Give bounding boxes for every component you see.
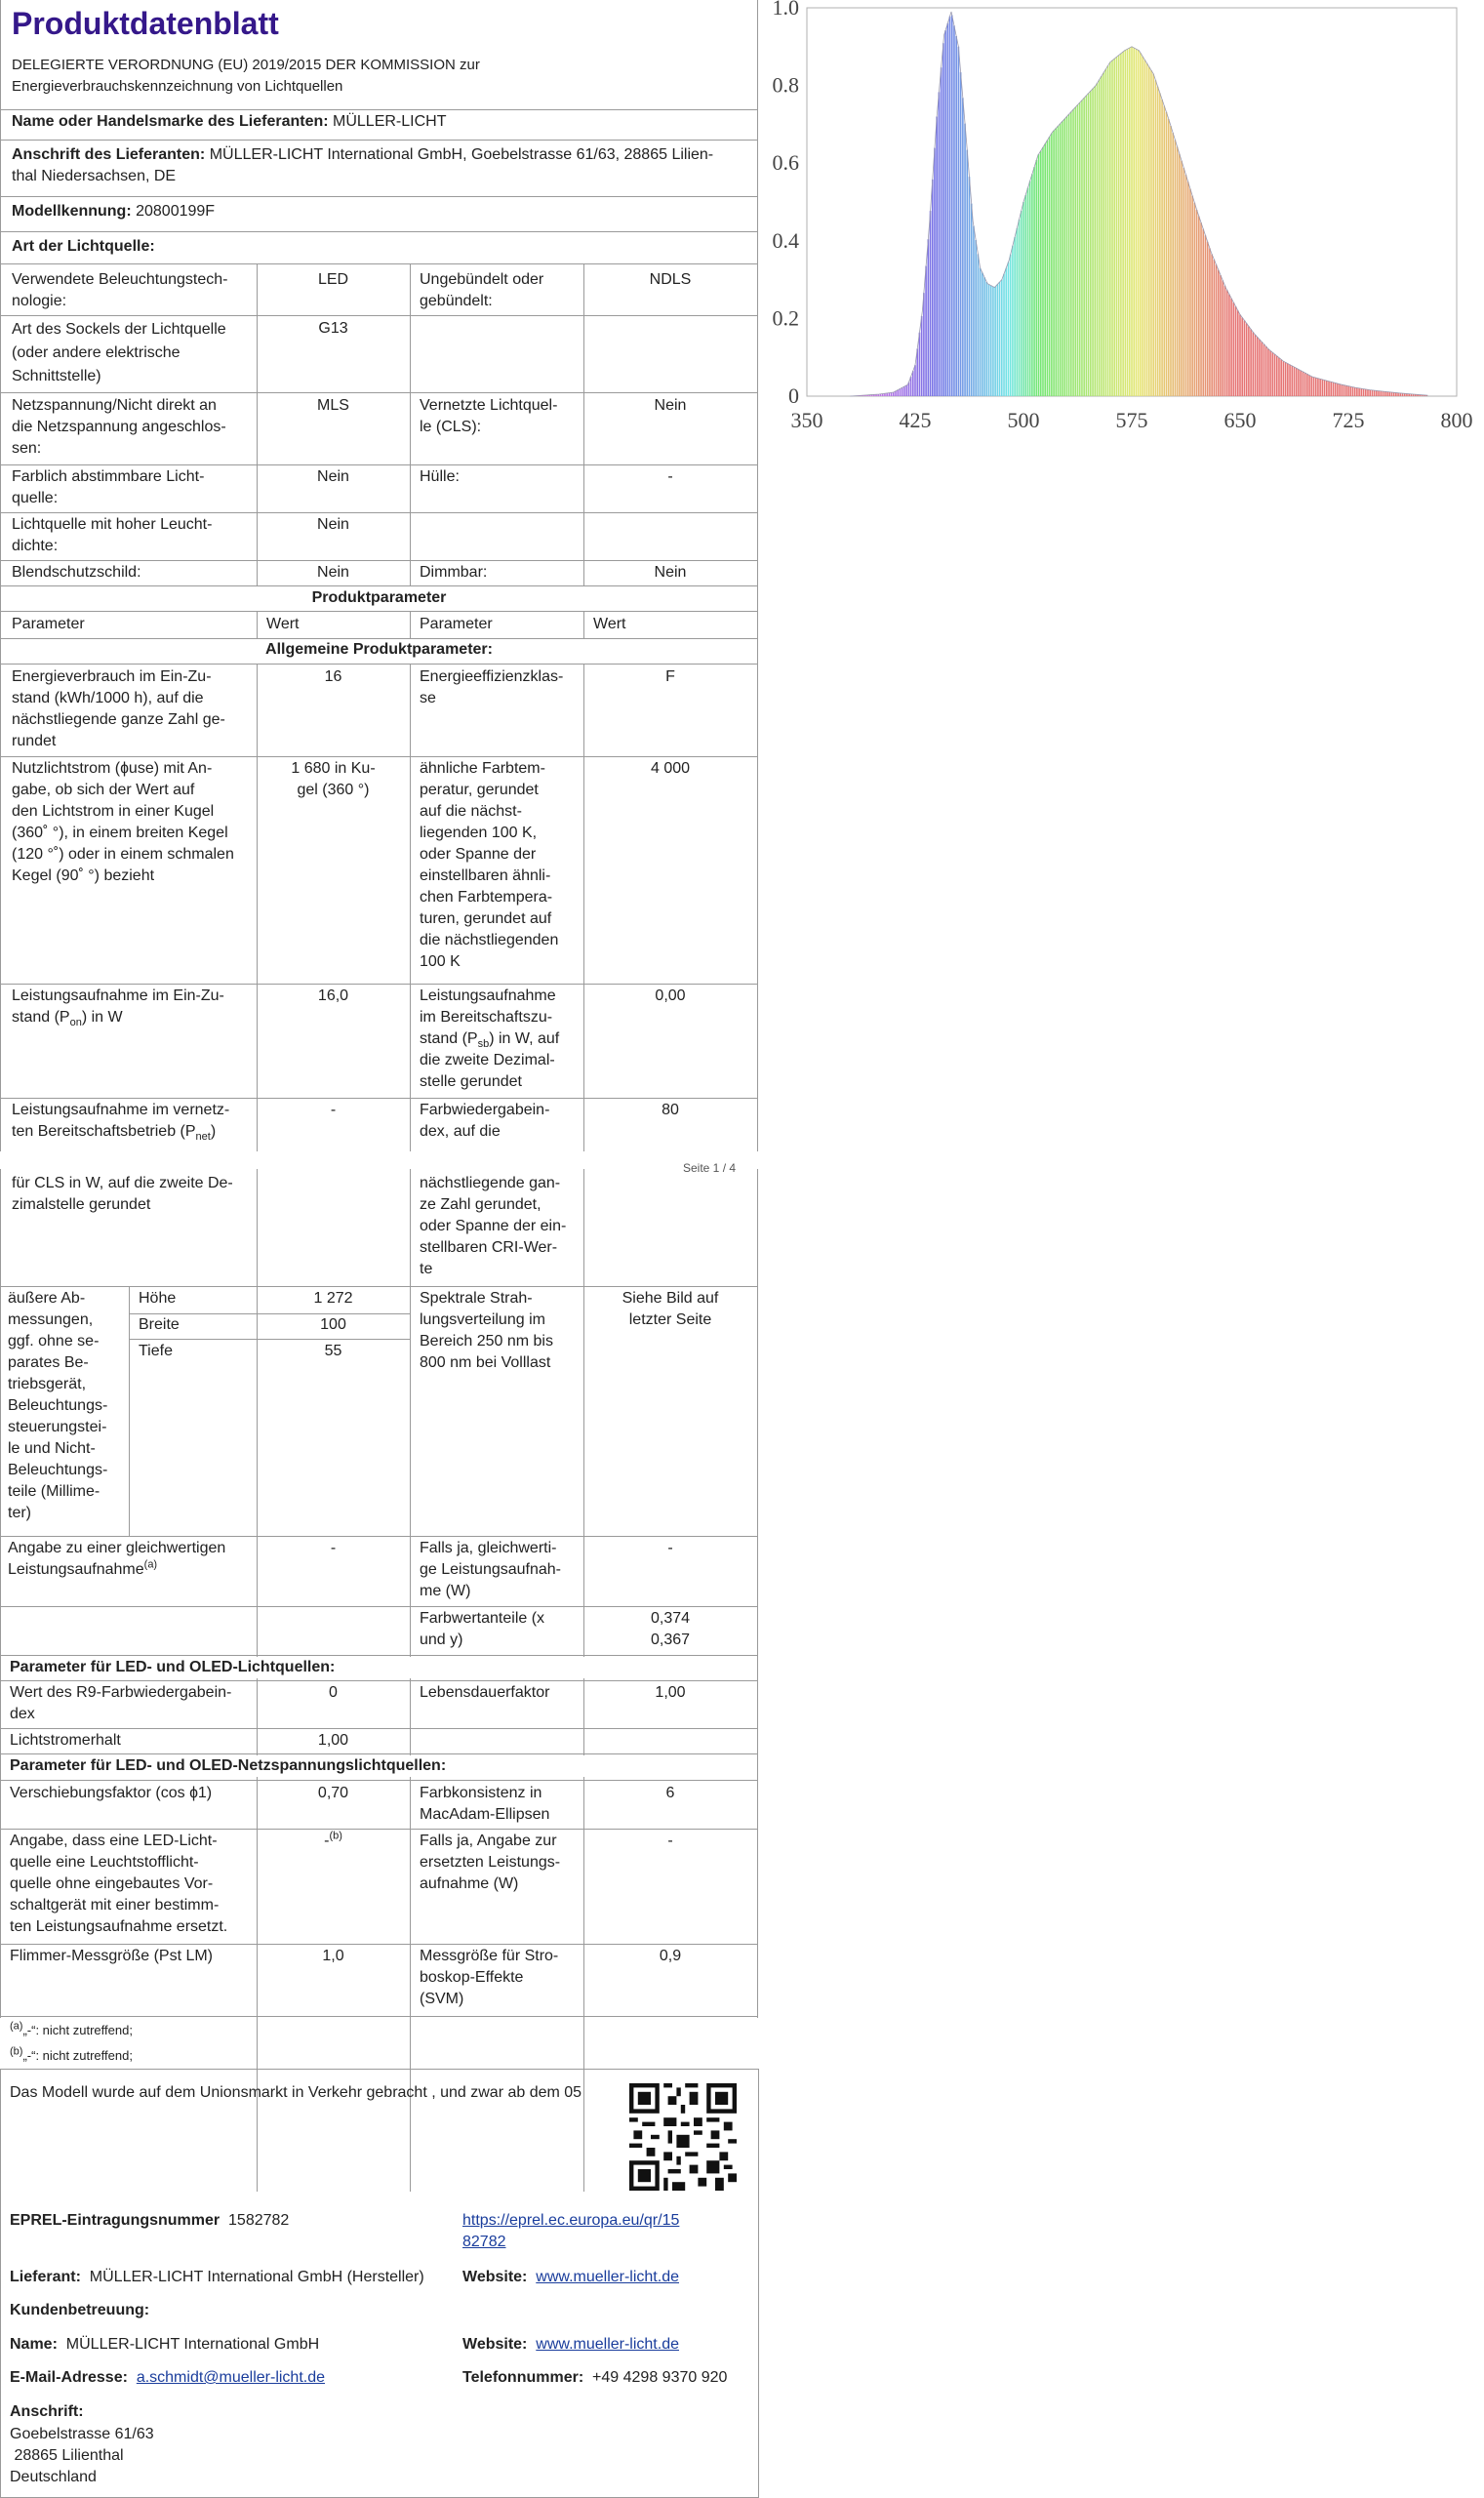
equiv-value: - <box>330 1540 337 1556</box>
customer-name: Name: MÜLLER-LICHT International GmbH <box>10 2336 320 2353</box>
chroma-label: Farbwertanteile (x und y) <box>420 1610 545 1648</box>
dimmable-label: Dimmbar: <box>420 564 488 581</box>
mains-params-heading: Parameter für LED- und OLED-Netzspannungslichtquellen: <box>10 1755 751 1777</box>
x-tick-label: 425 <box>899 408 932 429</box>
customer-service-heading: Kundenbetreuung: <box>10 2302 150 2318</box>
dims-height-value: 1 272 <box>313 1290 353 1307</box>
r9-value: 0 <box>329 1684 338 1701</box>
page-title: Produktdatenblatt <box>12 6 279 41</box>
bundle-value: NDLS <box>649 271 692 288</box>
customer-address: Goebelstrasse 61/63 28865 Lilienthal Deutschland <box>10 2426 154 2485</box>
socket-value: G13 <box>318 320 348 337</box>
cos-label: Verschiebungsfaktor (cos ɸ1) <box>10 1785 213 1801</box>
chart-area <box>850 12 1427 396</box>
flicker-value: 1,0 <box>322 1948 344 1964</box>
chroma-value: 0,374 0,367 <box>650 1610 691 1648</box>
spectral-distribution-chart <box>761 0 1484 429</box>
customer-email: E-Mail-Adresse: a.schmidt@mueller-licht.de <box>10 2369 326 2386</box>
y-tick-label: 0.2 <box>772 305 799 331</box>
tech-label: Verwendete Beleuchtungstech- nologie: <box>12 271 228 309</box>
cct-label: ähnliche Farbtem- peratur, gerundet auf die nächst- liegenden 100 K, oder Spanne der einstellbaren ähnli- chen Farbtempera- turen, gerundet auf die nächstliegenden 100 K <box>420 760 559 970</box>
macadam-value: 6 <box>665 1785 675 1801</box>
cri-label: Farbwiedergabein- dex, auf die <box>420 1102 550 1140</box>
svm-label: Messgröße für Stro- boskop-Effekte (SVM) <box>420 1948 559 2007</box>
cct-value: 4 000 <box>650 760 691 777</box>
market-text: Das Modell wurde auf dem Unionsmarkt in Verkehr gebracht , und zwar ab dem 05 <box>10 2084 582 2101</box>
r9-label: Wert des R9-Farbwiedergabein- dex <box>10 1684 232 1722</box>
supplier-name: Name oder Handelsmarke des Lieferanten: MÜLLER-LICHT <box>12 113 447 130</box>
general-params-heading: Allgemeine Produktparameter: <box>265 641 493 658</box>
cos-value: 0,70 <box>317 1785 349 1801</box>
pnet-label: Leistungsaufnahme im vernetz- ten Bereitschaftsbetrieb $(P_{net})$ <box>12 1102 230 1144</box>
highlum-value: Nein <box>317 516 349 533</box>
supplier-address: Anschrift des Lieferanten: MÜLLER-LICHT International GmbH, Goebelstrasse 61/63, 28865 Lilien- thal Niedersachsen, DE <box>12 146 714 184</box>
life-value: 1,00 <box>655 1684 686 1701</box>
footnote-a: $^{(a)}$„-“: nicht zutreffend; <box>10 2020 133 2037</box>
glare-label: Blendschutzschild: <box>12 564 141 581</box>
macadam-label: Farbkonsistenz in MacAdam-Ellipsen <box>420 1785 550 1823</box>
bundle-label: Ungebündelt oder gebündelt: <box>420 271 544 309</box>
tunable-value: Nein <box>317 468 349 485</box>
x-tick-label: 650 <box>1223 408 1257 429</box>
tech-value: LED <box>317 271 349 288</box>
source-type-heading: Art der Lichtquelle: <box>12 238 155 255</box>
x-tick-label: 500 <box>1007 408 1040 429</box>
dims-width-label: Breite <box>139 1316 180 1333</box>
pnet-label-cont: für CLS in W, auf die zweite De- zimalstelle gerundet <box>12 1175 233 1213</box>
product-params-heading: Produktparameter <box>311 589 447 606</box>
model-identifier: Modellkennung: 20800199F <box>12 203 216 220</box>
maint-value: 1,00 <box>317 1732 349 1749</box>
pnet-value: - <box>330 1102 337 1118</box>
replace-label: Angabe, dass eine LED-Licht- quelle eine Leuchtstofflicht- quelle ohne eingebautes Vor- schaltgerät mit einer bestimm- ten Leistungsaufnahme ersetzt. <box>10 1833 228 1935</box>
equiv2-label: Falls ja, gleichwerti- ge Leistungsaufnah- me (W) <box>420 1540 561 1599</box>
col-value-1: Wert <box>266 616 300 632</box>
dims-depth-label: Tiefe <box>139 1343 173 1359</box>
svm-value: 0,9 <box>659 1948 682 1964</box>
equiv-label: Angabe zu einer gleichwertigen Leistungsaufnahme$^{(a)}$ <box>8 1540 226 1578</box>
customer-address-label: Anschrift: <box>10 2403 84 2420</box>
led-params-heading: Parameter für LED- und OLED-Lichtquellen: <box>10 1657 751 1678</box>
life-label: Lebensdauerfaktor <box>420 1684 550 1701</box>
lieferant: Lieferant: MÜLLER-LICHT International GmbH (Hersteller) <box>10 2269 424 2285</box>
pon-label: Leistungsaufnahme im Ein-Zu- stand $(P_{on})$ in W <box>12 987 224 1029</box>
equiv2-value: - <box>667 1540 673 1556</box>
col-param-1: Parameter <box>12 616 85 632</box>
socket-label: Art des Sockels der Lichtquelle (oder andere elektrische Schnittstelle) <box>12 321 226 384</box>
y-tick-label: 1.0 <box>772 0 799 20</box>
dims-height-label: Höhe <box>139 1290 177 1307</box>
dims-depth-value: 55 <box>324 1343 342 1359</box>
qr-code-icon[interactable] <box>629 2082 737 2192</box>
flux-value: 1 680 in Ku- gel (360 °) <box>291 760 376 798</box>
replace2-label: Falls ja, Angabe zur ersetzten Leistungs- aufnahme (W) <box>420 1833 561 1892</box>
eec-value: F <box>665 668 675 685</box>
spectral-label: Spektrale Strah- lungsverteilung im Bereich 250 nm bis 800 nm bei Volllast <box>420 1290 553 1371</box>
energy-value: 16 <box>324 668 342 685</box>
spectral-value: Siehe Bild auf letzter Seite <box>622 1290 719 1328</box>
cls-label: Vernetzte Lichtquel- le (CLS): <box>420 397 558 435</box>
flicker-label: Flimmer-Messgröße (Pst LM) <box>10 1948 214 1964</box>
website-1: Website: www.mueller-licht.de <box>462 2269 679 2285</box>
website-link-1[interactable]: www.mueller-licht.de <box>536 2269 679 2285</box>
x-tick-label: 725 <box>1332 408 1365 429</box>
energy-label: Energieverbrauch im Ein-Zu- stand (kWh/1000 h), auf die nächstliegende ganze Zahl ge- rundet <box>12 668 225 749</box>
footnote-b: $^{(b)}$„-“: nicht zutreffend; <box>10 2045 133 2063</box>
highlum-label: Lichtquelle mit hoher Leucht- dichte: <box>12 516 213 554</box>
x-tick-label: 350 <box>790 408 823 429</box>
y-tick-label: 0.6 <box>772 150 799 176</box>
psb-label: Leistungsaufnahme im Bereitschaftszu- stand $(P_{sb})$ in W, auf die zweite Dezimal- stelle gerundet <box>420 987 560 1090</box>
dims-width-value: 100 <box>320 1316 346 1333</box>
y-tick-label: 0.4 <box>772 227 799 253</box>
cri-label-cont: nächstliegende gan- ze Zahl gerundet, oder Spanne der ein- stellbaren CRI-Wer- te <box>420 1175 567 1277</box>
eprel-link[interactable]: https://eprel.ec.europa.eu/qr/15 82782 <box>462 2212 680 2250</box>
y-tick-label: 0.8 <box>772 72 799 98</box>
dimmable-value: Nein <box>654 564 687 581</box>
col-value-2: Wert <box>593 616 626 632</box>
mains-value: MLS <box>317 397 349 414</box>
website-link-2[interactable]: www.mueller-licht.de <box>536 2336 679 2353</box>
y-tick-label: 0 <box>788 383 799 408</box>
email-link[interactable]: a.schmidt@mueller-licht.de <box>136 2369 326 2386</box>
envelope-value: - <box>667 468 673 485</box>
psb-value: 0,00 <box>655 987 686 1004</box>
eprel-number: EPREL-Eintragungsnummer 1582782 <box>10 2212 290 2229</box>
eec-label: Energieeffizienzklas- se <box>420 668 564 706</box>
glare-value: Nein <box>317 564 349 581</box>
regulation-subtitle: DELEGIERTE VERORDNUNG (EU) 2019/2015 DER KOMMISSION zur Energieverbrauchskennzeichnung von Lichtquellen <box>12 57 480 95</box>
mains-label: Netzspannung/Nicht direkt an die Netzspannung angeschlos- sen: <box>12 397 226 457</box>
col-param-2: Parameter <box>420 616 493 632</box>
flux-label: Nutzlichtstrom (ɸuse) mit An- gabe, ob sich der Wert auf den Lichtstrom in einer Kugel (360˚ °), in einem breiten Kegel (120 °˚) oder in einem schmalen Kegel (90˚ °) bezieht <box>12 760 234 884</box>
tunable-label: Farblich abstimmbare Licht- quelle: <box>12 468 205 506</box>
x-tick-label: 575 <box>1115 408 1148 429</box>
replace-value: -$^{(b)}$ <box>324 1830 342 1849</box>
page-number: Seite 1 / 4 <box>683 1161 737 1175</box>
envelope-label: Hülle: <box>420 468 460 485</box>
customer-phone: Telefonnummer: +49 4298 9370 920 <box>462 2369 728 2386</box>
cls-value: Nein <box>654 397 687 414</box>
maint-label: Lichtstromerhalt <box>10 1732 121 1749</box>
cri-value: 80 <box>662 1102 679 1118</box>
dims-label: äußere Ab- messungen, ggf. ohne se- parates Be- triebsgerät, Beleuchtungs- steuerungstei- le und Nicht- Beleuchtungs- teile (Millime- ter) <box>8 1290 108 1521</box>
website-2: Website: www.mueller-licht.de <box>462 2336 679 2353</box>
x-tick-label: 800 <box>1440 408 1473 429</box>
replace2-value: - <box>667 1833 673 1849</box>
pon-value: 16,0 <box>317 987 349 1004</box>
